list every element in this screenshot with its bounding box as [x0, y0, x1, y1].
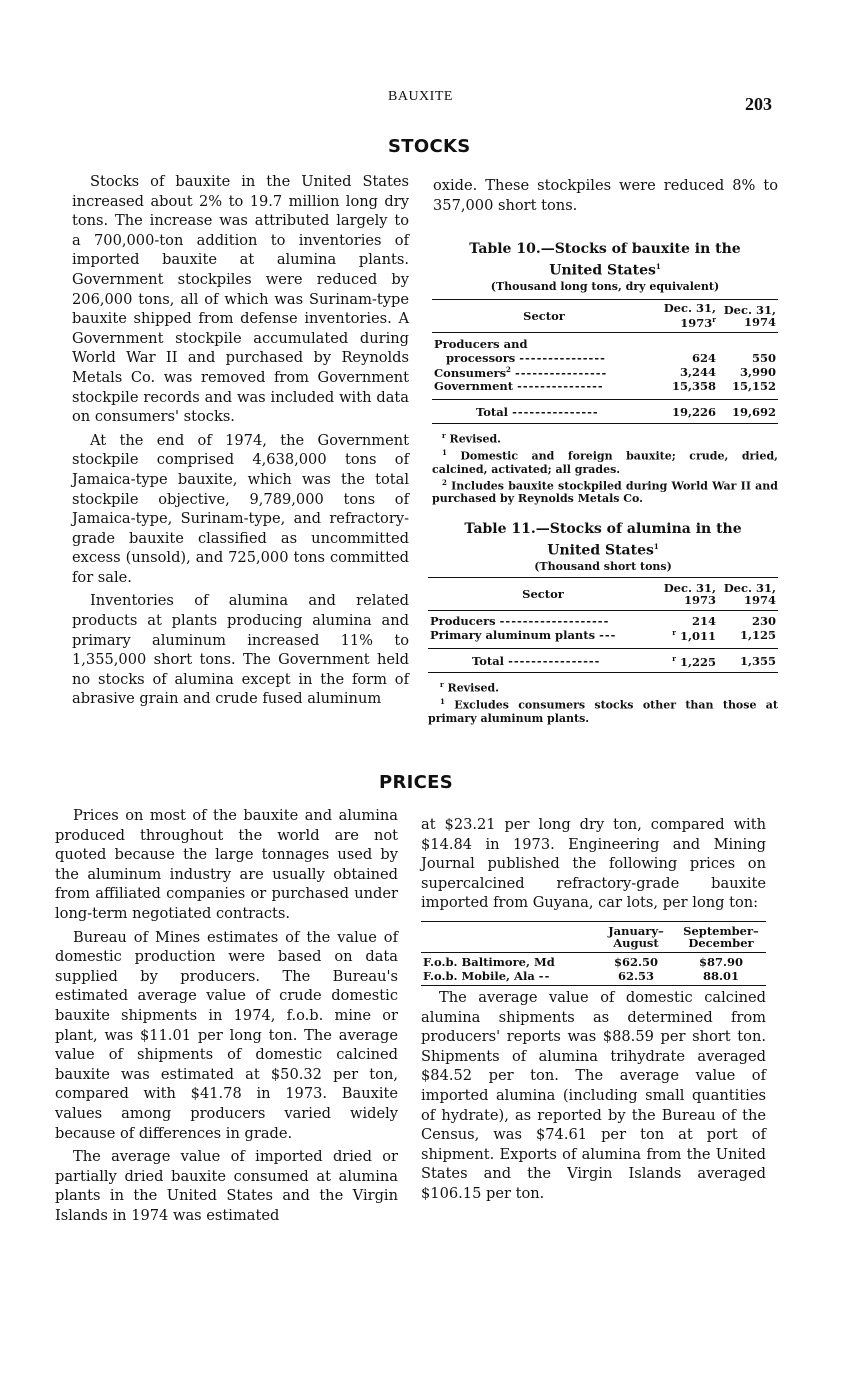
stocks-paragraph-4: oxide. These stockpiles were reduced 8% to 357,000 short tons. — [433, 177, 778, 214]
table-11-cell: 1,125 — [739, 628, 776, 643]
table-11-caption-line2: United States — [547, 542, 654, 559]
table-10-footnote: $^1$ Domestic and foreign bauxite; crude, dried, calcined, activated; all grades. — [432, 448, 778, 476]
running-title: BAUXITE — [388, 89, 453, 104]
price-table-cell: 88.01 — [702, 968, 739, 983]
table-11-footnotes — [428, 678, 778, 724]
price-table-cell: $87.90 — [698, 954, 743, 969]
price-table — [421, 921, 766, 986]
table-10-caption-line2: United States — [549, 262, 656, 279]
table-10-total-label: Total --------------- — [476, 404, 599, 419]
table-11-col1-header: Dec. 31, 1973 — [663, 580, 716, 607]
table-11-cell: 230 — [751, 613, 776, 628]
table-10-row-label: Consumers$^2$ ---------------- — [434, 364, 608, 380]
table-10-caption-line1: Table 10.—Stocks of bauxite in the — [469, 241, 741, 257]
table-10-cell: 15,358 — [671, 379, 716, 394]
price-table-row-label: F.o.b. Baltimore, Md — [423, 954, 555, 969]
table-10-sector-header: Sector — [523, 308, 565, 323]
table-10-grid — [432, 299, 778, 425]
table-11-cell: 214 — [691, 613, 716, 628]
table-10-caption-sup: 1 — [655, 262, 661, 271]
table-10-row-label: processors --------------- — [446, 350, 606, 365]
table-10-row-label: Government --------------- — [434, 379, 604, 394]
prices-paragraph-2: Bureau of Mines estimates of the value of domestic production were based on data supplied by producers. The Bureau's estimated average value of crude domestic bauxite shipments in 1974, f.o.b. mine or plant, was $11.01 per long ton. The average value of shipments of domestic calcined bauxite was estimated at $50.32 per ton, compared with $41.78 in 1973. Bauxite values among producers varied widely because of differences in grade. — [55, 928, 398, 1142]
table-11-caption-line1: Table 11.—Stocks of alumina in the — [464, 521, 742, 537]
table-10-cell: 550 — [751, 350, 776, 365]
table-10-footnote: $^r$ Revised. — [442, 431, 501, 447]
table-10-cell: 3,244 — [679, 365, 716, 380]
prices-left-column — [55, 806, 398, 1225]
price-table-col2-header: September– December — [683, 923, 759, 950]
price-table-cell: 62.53 — [617, 968, 654, 983]
table-10-cell: 624 — [691, 350, 716, 365]
table-10-total-cell: 19,692 — [731, 404, 776, 419]
table-10-cell: 15,152 — [731, 379, 776, 394]
stocks-heading: STOCKS — [388, 136, 471, 157]
stocks-paragraph-3: Inventories of alumina and related products at plants producing alumina and primary aluminum increased 11% to 1,355,000 short tons. The Government held no stocks of alumina except in the form of abrasive grain and crude fused aluminum — [72, 592, 409, 708]
table-11-row-label: Primary aluminum plants --- — [430, 628, 617, 643]
table-11-total-label: Total ---------------- — [472, 653, 601, 668]
stocks-left-column — [72, 172, 409, 709]
prices-right-column — [421, 815, 766, 1204]
price-table-row-label: F.o.b. Mobile, Ala -- — [423, 968, 551, 983]
table-10-footnotes — [432, 429, 778, 505]
table-11 — [428, 520, 778, 725]
table-10-footnote: $^2$ Includes bauxite stockpiled during World War II and purchased by Reynolds Metals Co. — [432, 477, 778, 506]
table-10-col2-header: Dec. 31, 1974 — [723, 302, 776, 329]
table-11-footnote: $^1$ Excludes consumers stocks other than those at primary aluminum plants. — [428, 697, 778, 725]
table-10-col1-header: Dec. 31, 1973$^r$ — [663, 301, 716, 331]
price-table-cell: $62.50 — [613, 954, 658, 969]
table-11-grid — [428, 577, 778, 674]
table-11-unit: (Thousand short tons) — [534, 559, 672, 573]
table-10-unit: (Thousand long tons, dry equivalent) — [490, 279, 720, 293]
stocks-paragraph-2: At the end of 1974, the Government stockpile comprised 4,638,000 tons of Jamaica-type bauxite, which was the total stockpile objective, 9,789,000 tons of Jamaica-type, Surinam-type, and refractory-grade bauxite classified as uncommitted excess (unsold), and 725,000 tons committed for sale. — [72, 431, 409, 586]
table-11-row-label: Producers ------------------- — [430, 613, 610, 628]
page-number: 203 — [745, 94, 772, 114]
table-11-col2-header: Dec. 31, 1974 — [723, 580, 776, 607]
stocks-paragraph-1: Stocks of bauxite in the United States increased about 2% to 19.7 million long dry tons. The increase was attributed largely to a 700,000-ton addition to inventories of imported bauxite at alumina plants. Government stockpiles were reduced by 206,000 tons, all of which was Surinam-type bauxite shipped from defense inventories. A Government stockpile accumulated during World War II and purchased by Reynolds Metals Co. was removed from Government stockpile records and was included with data on consumers' stocks. — [72, 173, 409, 426]
prices-paragraph-3: The average value of imported dried or partially dried bauxite consumed at alumina plants in the United States and the Virgin Islands in 1974 was estimated — [55, 1148, 398, 1224]
prices-paragraph-4: at $23.21 per long dry ton, compared with $14.84 in 1973. Engineering and Mining Journal published the following prices on supercalcined refractory-grade bauxite imported from Guyana, car lots, per long ton: — [421, 816, 766, 912]
table-11-sector-header: Sector — [522, 586, 564, 601]
table-11-footnote: $^r$ Revised. — [440, 680, 499, 696]
table-11-total-cell: $^r$ 1,225 — [672, 653, 716, 669]
stocks-right-column — [433, 176, 778, 215]
table-10 — [432, 240, 778, 505]
prices-paragraph-1: Prices on most of the bauxite and alumina produced throughout the world are not quoted because the large tonnages used by the aluminum industry are usually obtained from affiliated companies or purchased under long-term negotiated contracts. — [55, 807, 398, 922]
table-11-total-cell: 1,355 — [739, 653, 776, 668]
table-11-cell: $^r$ 1,011 — [672, 627, 716, 643]
table-11-caption-sup: 1 — [653, 542, 659, 551]
price-table-col1-header: January– August — [608, 923, 664, 950]
prices-paragraph-5: The average value of domestic calcined alumina shipments as determined from producers' reports was $88.59 per short ton. Shipments of alumina trihydrate averaged $84.52 per ton. The average value of imported alumina (including small quantities of hydrate), as reported by the Bureau of the Census, was $74.61 per ton at port of shipment. Exports of alumina from the United States and the Virgin Islands averaged $106.15 per ton. — [421, 988, 766, 1202]
table-10-row-label: Producers and — [434, 336, 528, 351]
table-10-cell: 3,990 — [739, 365, 776, 380]
prices-heading: PRICES — [379, 772, 454, 793]
table-10-total-cell: 19,226 — [671, 404, 716, 419]
